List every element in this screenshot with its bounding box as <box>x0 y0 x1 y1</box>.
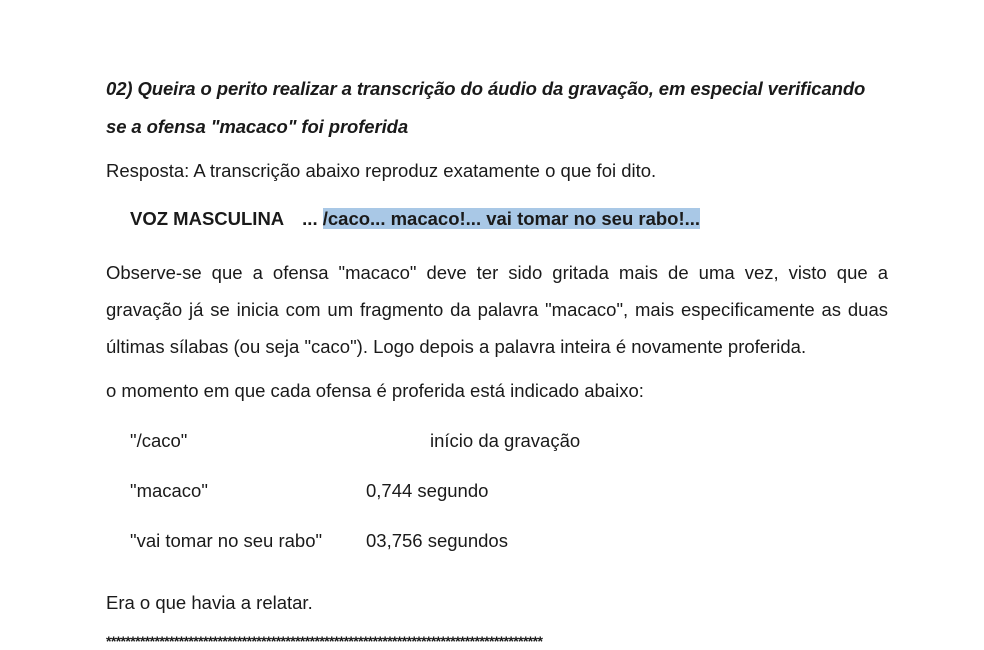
highlighted-transcript: /caco... macaco!... vai tomar no seu rabo!... <box>322 208 701 229</box>
answer-text: Resposta: A transcrição abaixo reproduz exatamente o que foi dito. <box>106 160 657 181</box>
separator-line: ****************************************************************************************** <box>106 633 543 649</box>
timing-phrase-2: "macaco" <box>130 480 208 501</box>
moment-intro: o momento em que cada ofensa é proferida está indicado abaixo: <box>106 380 644 401</box>
timing-time-3: 03,756 segundos <box>366 530 508 551</box>
transcript-prefix: ... <box>302 208 323 229</box>
timing-time-1: início da gravação <box>430 430 581 451</box>
question-heading: 02) Queira o perito realizar a transcrição do áudio da gravação, em especial verificando se a ofensa "macaco" foi proferida <box>106 78 866 137</box>
timing-time-2: 0,744 segundo <box>366 480 489 501</box>
timing-phrase-1: "/caco" <box>130 430 188 451</box>
observation-paragraph: Observe-se que a ofensa "macaco" deve ter sido gritada mais de uma vez, visto que a gravação já se inicia com um fragmento da palavra "macaco", mais especificamente as duas últimas sílabas (ou seja "caco"). Logo depois a palavra inteira é novamente proferida. <box>106 262 888 357</box>
closing-text: Era o que havia a relatar. <box>106 592 313 613</box>
timing-phrase-3: "vai tomar no seu rabo" <box>130 530 323 551</box>
transcript-line <box>130 206 700 232</box>
speaker-label: VOZ MASCULINA <box>130 208 285 229</box>
